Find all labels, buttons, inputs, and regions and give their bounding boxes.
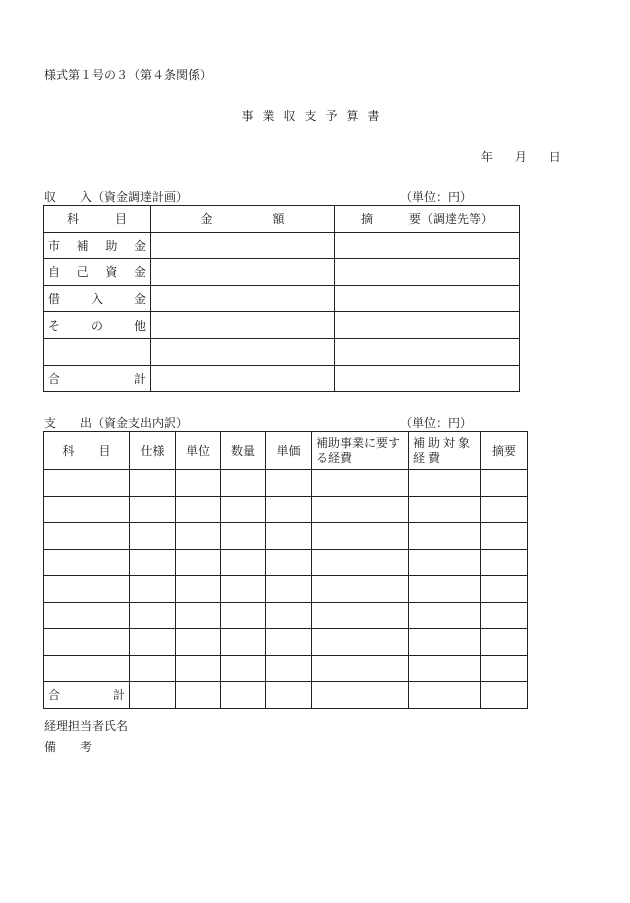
expense-row xyxy=(44,576,528,603)
expense-total-row xyxy=(44,682,528,709)
expense-cell[interactable] xyxy=(44,470,130,497)
expense-header-note: 摘要 xyxy=(481,432,528,470)
expense-header-row xyxy=(44,432,528,470)
income-summary-cell[interactable] xyxy=(335,312,520,339)
expense-cell[interactable] xyxy=(221,576,266,603)
income-header-amount: 金 額 xyxy=(151,206,335,233)
expense-cell[interactable] xyxy=(44,655,130,682)
expense-cell[interactable] xyxy=(409,523,481,550)
expense-row xyxy=(44,629,528,656)
income-amount-cell[interactable] xyxy=(151,338,335,365)
expense-cell[interactable] xyxy=(409,655,481,682)
expense-cell[interactable] xyxy=(312,576,409,603)
income-row xyxy=(44,338,520,365)
expense-cell[interactable] xyxy=(312,655,409,682)
expense-cell[interactable] xyxy=(221,523,266,550)
expense-cell[interactable] xyxy=(481,549,528,576)
expense-cell[interactable] xyxy=(130,602,176,629)
expense-cell[interactable] xyxy=(481,576,528,603)
expense-header-item: 科 目 xyxy=(44,432,130,470)
income-header-row xyxy=(44,206,520,233)
income-row-label: 自 己 資 金 xyxy=(44,259,151,286)
expense-section-title: 支 出（資金支出内訳） xyxy=(44,416,189,430)
expense-cell[interactable] xyxy=(409,549,481,576)
income-section-title: 収 入（資金調達計画） xyxy=(44,190,189,204)
expense-cell[interactable] xyxy=(312,629,409,656)
expense-cell[interactable] xyxy=(266,682,312,709)
form-number: 様式第１号の３（第４条関係） xyxy=(44,68,213,82)
income-total-summary-cell[interactable] xyxy=(335,365,520,392)
income-total-row xyxy=(44,365,520,392)
income-amount-cell[interactable] xyxy=(151,285,335,312)
expense-cell[interactable] xyxy=(481,523,528,550)
expense-cell[interactable] xyxy=(130,549,176,576)
expense-cell[interactable] xyxy=(481,629,528,656)
income-amount-cell[interactable] xyxy=(151,259,335,286)
expense-cell[interactable] xyxy=(266,629,312,656)
income-row-label[interactable] xyxy=(44,338,151,365)
date-day-label: 日 xyxy=(548,150,561,164)
expense-row xyxy=(44,602,528,629)
income-amount-cell[interactable] xyxy=(151,232,335,259)
expense-cell[interactable] xyxy=(176,523,221,550)
expense-cell[interactable] xyxy=(481,496,528,523)
expense-cell[interactable] xyxy=(221,602,266,629)
income-row xyxy=(44,312,520,339)
expense-header-spec: 仕様 xyxy=(130,432,176,470)
expense-cell[interactable] xyxy=(409,470,481,497)
income-summary-cell[interactable] xyxy=(335,259,520,286)
expense-cell[interactable] xyxy=(312,470,409,497)
expense-cell[interactable] xyxy=(312,549,409,576)
expense-header-eligible-cost: 補助対象経費 xyxy=(409,432,481,470)
income-table xyxy=(43,205,520,392)
income-row-label: 市 補 助 金 xyxy=(44,232,151,259)
expense-header-quantity: 数量 xyxy=(221,432,266,470)
income-row-label: 借 入 金 xyxy=(44,285,151,312)
expense-cell[interactable] xyxy=(221,682,266,709)
accountant-name-label: 経理担当者氏名 xyxy=(44,719,129,733)
expense-cell[interactable] xyxy=(266,549,312,576)
expense-cell[interactable] xyxy=(130,523,176,550)
expense-cell[interactable] xyxy=(409,576,481,603)
expense-cell[interactable] xyxy=(176,470,221,497)
expense-cell[interactable] xyxy=(176,602,221,629)
expense-cell[interactable] xyxy=(221,496,266,523)
date-year-label: 年 xyxy=(481,150,494,164)
income-row xyxy=(44,285,520,312)
income-row xyxy=(44,232,520,259)
expense-row xyxy=(44,523,528,550)
expense-unit-label: （単位：円） xyxy=(400,416,473,430)
income-header-item: 科 目 xyxy=(44,206,151,233)
expense-total-label: 合 計 xyxy=(44,682,130,709)
expense-cell[interactable] xyxy=(176,682,221,709)
expense-cell[interactable] xyxy=(409,682,481,709)
expense-cell[interactable] xyxy=(44,602,130,629)
expense-header-unit: 単位 xyxy=(176,432,221,470)
income-row-label: そ の 他 xyxy=(44,312,151,339)
expense-header-unit-price: 単価 xyxy=(266,432,312,470)
expense-cell[interactable] xyxy=(176,549,221,576)
expense-cell[interactable] xyxy=(44,576,130,603)
expense-row xyxy=(44,470,528,497)
income-total-label: 合 計 xyxy=(44,365,151,392)
expense-cell[interactable] xyxy=(176,576,221,603)
expense-cell[interactable] xyxy=(266,655,312,682)
expense-cell[interactable] xyxy=(221,470,266,497)
expense-cell[interactable] xyxy=(266,576,312,603)
expense-cell[interactable] xyxy=(409,629,481,656)
income-unit-label: （単位：円） xyxy=(400,190,473,204)
expense-cell[interactable] xyxy=(481,470,528,497)
expense-cell[interactable] xyxy=(221,655,266,682)
expense-cell[interactable] xyxy=(312,682,409,709)
expense-row xyxy=(44,549,528,576)
expense-cell[interactable] xyxy=(266,470,312,497)
expense-cell[interactable] xyxy=(481,602,528,629)
income-summary-cell[interactable] xyxy=(335,285,520,312)
expense-cell[interactable] xyxy=(130,629,176,656)
document-title: 事業収支予算書 xyxy=(241,109,389,123)
expense-cell[interactable] xyxy=(176,496,221,523)
expense-header-required-cost: 補助事業に要する経費 xyxy=(312,432,409,470)
expense-cell[interactable] xyxy=(130,576,176,603)
expense-cell[interactable] xyxy=(409,602,481,629)
date-month-label: 月 xyxy=(514,150,527,164)
expense-cell[interactable] xyxy=(312,496,409,523)
expense-cell[interactable] xyxy=(266,523,312,550)
expense-table xyxy=(43,431,528,709)
income-summary-cell[interactable] xyxy=(335,338,520,365)
income-header-summary: 摘 要（調達先等） xyxy=(335,206,520,233)
date-line xyxy=(481,148,561,165)
expense-cell[interactable] xyxy=(481,655,528,682)
expense-cell[interactable] xyxy=(312,602,409,629)
expense-cell[interactable] xyxy=(176,655,221,682)
expense-cell[interactable] xyxy=(130,470,176,497)
expense-cell[interactable] xyxy=(266,602,312,629)
expense-cell[interactable] xyxy=(130,682,176,709)
expense-cell[interactable] xyxy=(176,629,221,656)
expense-cell[interactable] xyxy=(221,549,266,576)
expense-cell[interactable] xyxy=(44,629,130,656)
expense-row xyxy=(44,496,528,523)
income-total-amount-cell[interactable] xyxy=(151,365,335,392)
expense-cell[interactable] xyxy=(44,549,130,576)
expense-cell[interactable] xyxy=(44,496,130,523)
expense-cell[interactable] xyxy=(44,523,130,550)
expense-cell[interactable] xyxy=(221,629,266,656)
income-summary-cell[interactable] xyxy=(335,232,520,259)
expense-cell[interactable] xyxy=(409,496,481,523)
remarks-label: 備 考 xyxy=(44,740,93,754)
expense-cell[interactable] xyxy=(266,496,312,523)
expense-cell[interactable] xyxy=(130,655,176,682)
expense-cell[interactable] xyxy=(130,496,176,523)
expense-row xyxy=(44,655,528,682)
income-row xyxy=(44,259,520,286)
income-amount-cell[interactable] xyxy=(151,312,335,339)
expense-cell[interactable] xyxy=(481,682,528,709)
expense-cell[interactable] xyxy=(312,523,409,550)
